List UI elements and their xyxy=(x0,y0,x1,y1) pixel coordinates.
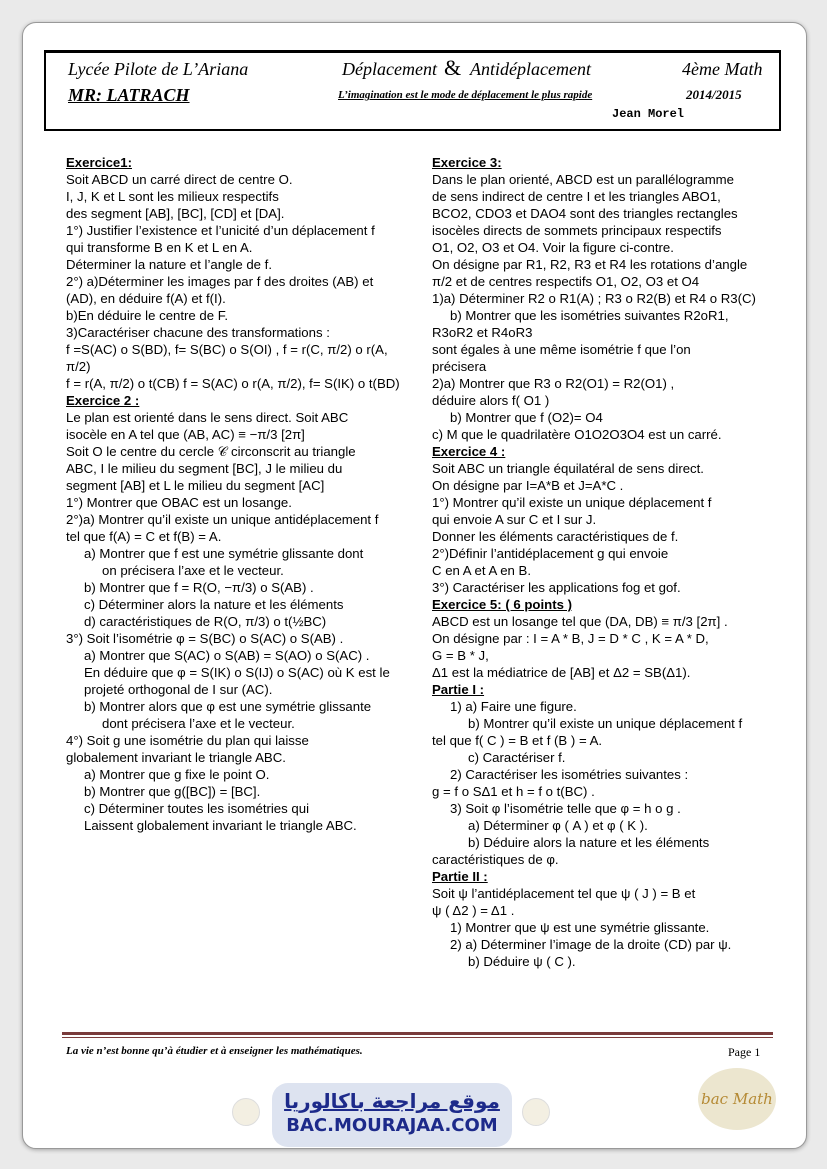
text-line: b)En déduire le centre de F. xyxy=(66,308,229,323)
text-line: Soit ABC un triangle équilatéral de sens direct. xyxy=(432,461,704,476)
text-line: π/2 et de centres respectifs O1, O2, O3 et O4 xyxy=(432,274,700,289)
text-line: (AD), en déduire f(A) et f(I). xyxy=(66,291,226,306)
text-line: tel que f( C ) = B et f (B ) = A. xyxy=(432,733,603,748)
text-line: O1, O2, O3 et O4. Voir la figure ci-contre. xyxy=(432,240,674,255)
text-line: 1)a) Déterminer R2 o R1(A) ; R3 o R2(B) et R4 o R3(C) xyxy=(432,291,756,306)
exercise-heading: Exercice 2 : xyxy=(66,393,140,408)
text-line: qui envoie A sur C et I sur J. xyxy=(432,512,597,527)
text-line: 2°)Définir l’antidéplacement g qui envoie xyxy=(432,546,669,561)
text-line: c) Caractériser f. xyxy=(468,750,566,765)
text-line: 2) Caractériser les isométries suivantes : xyxy=(450,767,689,782)
text-line: 1) Montrer que ψ est une symétrie glissante. xyxy=(450,920,710,935)
footer-quote: La vie n’est bonne qu’à étudier et à enseigner les mathématiques. xyxy=(66,1045,363,1057)
text-line: b) Montrer que f (O2)= O4 xyxy=(450,410,603,425)
left-column xyxy=(66,154,414,834)
text-line: 2°) a)Déterminer les images par f des droites (AB) et xyxy=(66,274,374,289)
text-line: b) Montrer que f = R(O, −π/3) o S(AB) . xyxy=(84,580,314,595)
site-logo-left-icon xyxy=(232,1098,260,1126)
title-ampersand: & xyxy=(444,55,462,80)
text-line: ABC, I le milieu du segment [BC], J le milieu du xyxy=(66,461,343,476)
text-line: Soit ψ l’antidéplacement tel que ψ ( J ) = B et xyxy=(432,886,696,901)
exercise-heading: Exercice1: xyxy=(66,155,132,170)
text-line: a) Montrer que S(AC) o S(AB) = S(AO) o S(AC) . xyxy=(84,648,370,663)
exercise-heading: Exercice 4 : xyxy=(432,444,506,459)
text-line: f = r(A, π/2) o t(CB) f = S(AC) o r(A, π/2), f= S(IK) o t(BD) xyxy=(66,376,400,391)
text-line: ABCD est un losange tel que (DA, DB) ≡ π/3 [2π] . xyxy=(432,614,728,629)
footer-rule-thin xyxy=(62,1037,773,1038)
text-line: globalement invariant le triangle ABC. xyxy=(66,750,286,765)
text-line: 1°) Montrer que OBAC est un losange. xyxy=(66,495,292,510)
text-line: Soit O le centre du cercle 𝒞 circonscrit au triangle xyxy=(66,444,356,459)
text-line: qui transforme B en K et L en A. xyxy=(66,240,253,255)
text-line: R3oR2 et R4oR3 xyxy=(432,325,533,340)
right-column xyxy=(432,154,770,970)
text-line: projeté orthogonal de I sur (AC). xyxy=(84,682,273,697)
text-line: d) caractéristiques de R(O, π/3) o t(½BC) xyxy=(84,614,327,629)
site-logo-right-icon xyxy=(522,1098,550,1126)
banner-site-url[interactable]: BAC.MOURAJAA.COM xyxy=(286,1115,498,1136)
text-line: G = B * J, xyxy=(432,648,489,663)
exercise-heading: Partie I : xyxy=(432,682,485,697)
text-line: b) Montrer alors que φ est une symétrie glissante xyxy=(84,699,372,714)
text-line: b) Montrer que les isométries suivantes R2oR1, xyxy=(450,308,729,323)
text-line: ψ ( Δ2 ) = Δ1 . xyxy=(432,903,515,918)
text-line: déduire alors f( O1 ) xyxy=(432,393,550,408)
text-line: a) Déterminer φ ( A ) et φ ( K ). xyxy=(468,818,648,833)
text-line: g = f o SΔ1 et h = f o t(BC) . xyxy=(432,784,595,799)
exercise-heading: Exercice 3: xyxy=(432,155,502,170)
header-quote: L’imagination est le mode de déplacement le plus rapide xyxy=(338,89,593,101)
text-line: 3°) Caractériser les applications fog et gof. xyxy=(432,580,681,595)
text-line: on précisera l’axe et le vecteur. xyxy=(102,563,284,578)
text-line: 3°) Soit l’isométrie φ = S(BC) o S(AC) o S(AB) . xyxy=(66,631,344,646)
text-line: I, J, K et L sont les milieux respectifs xyxy=(66,189,279,204)
site-banner[interactable] xyxy=(272,1083,512,1147)
text-line: 2) a) Déterminer l’image de la droite (CD) par ψ. xyxy=(450,937,732,952)
text-line: 2°)a) Montrer qu’il existe un unique antidéplacement f xyxy=(66,512,379,527)
school-year: 2014/2015 xyxy=(686,87,742,102)
text-line: Le plan est orienté dans le sens direct. Soit ABC xyxy=(66,410,349,425)
text-line: Dans le plan orienté, ABCD est un parallélogramme xyxy=(432,172,735,187)
text-line: b) Déduire alors la nature et les éléments xyxy=(468,835,710,850)
text-line: c) M que le quadrilatère O1O2O3O4 est un carré. xyxy=(432,427,722,442)
text-line: sont égales à une même isométrie f que l’on xyxy=(432,342,691,357)
text-line: 3) Soit φ l’isométrie telle que φ = h o g . xyxy=(450,801,681,816)
text-line: On désigne par R1, R2, R3 et R4 les rotations d’angle xyxy=(432,257,748,272)
text-line: dont précisera l’axe et le vecteur. xyxy=(102,716,295,731)
page-number: Page 1 xyxy=(728,1045,761,1059)
text-line: Déterminer la nature et l’angle de f. xyxy=(66,257,272,272)
text-line: 1) a) Faire une figure. xyxy=(450,699,577,714)
school-name: Lycée Pilote de L’Ariana xyxy=(68,59,249,79)
text-line: b) Montrer que g([BC]) = [BC]. xyxy=(84,784,261,799)
text-line: 1°) Justifier l’existence et l’unicité d’un déplacement f xyxy=(66,223,375,238)
document-header xyxy=(44,50,781,131)
text-line: b) Déduire ψ ( C ). xyxy=(468,954,576,969)
text-line: a) Montrer que g fixe le point O. xyxy=(84,767,270,782)
exercise-heading: Partie II : xyxy=(432,869,488,884)
banner-arabic-title: موقع مراجعة باكالوريا xyxy=(284,1089,500,1113)
text-line: c) Déterminer toutes les isométries qui xyxy=(84,801,309,816)
text-line: BCO2, CDO3 et DAO4 sont des triangles rectangles xyxy=(432,206,738,221)
text-line: C en A et A en B. xyxy=(432,563,531,578)
text-line: c) Déterminer alors la nature et les éléments xyxy=(84,597,344,612)
text-line: isocèle en A tel que (AB, AC) ≡ −π/3 [2π] xyxy=(66,427,305,442)
text-line: tel que f(A) = C et f(B) = A. xyxy=(66,529,222,544)
level: 4ème Math xyxy=(682,59,763,79)
teacher-name: MR: LATRACH xyxy=(68,85,190,105)
text-line: Laissent globalement invariant le triangle ABC. xyxy=(84,818,357,833)
text-line: b) Montrer qu’il existe un unique déplacement f xyxy=(468,716,743,731)
text-line: Soit ABCD un carré direct de centre O. xyxy=(66,172,293,187)
text-line: En déduire que φ = S(IK) o S(IJ) o S(AC) où K est le xyxy=(84,665,390,680)
text-line: On désigne par I=A*B et J=A*C . xyxy=(432,478,624,493)
text-line: précisera xyxy=(432,359,487,374)
text-line: des segment [AB], [BC], [CD] et [DA]. xyxy=(66,206,285,221)
text-line: 3)Caractériser chacune des transformations : xyxy=(66,325,330,340)
text-line: 2)a) Montrer que R3 o R2(O1) = R2(O1) , xyxy=(432,376,675,391)
text-line: On désigne par : I = A * B, J = D * C , K = A * D, xyxy=(432,631,709,646)
footer-rule xyxy=(62,1032,773,1035)
text-line: 4°) Soit g une isométrie du plan qui laisse xyxy=(66,733,309,748)
text-line: de sens indirect de centre I et les triangles ABO1, xyxy=(432,189,721,204)
text-line: Δ1 est la médiatrice de [AB] et Δ2 = SB(Δ1). xyxy=(432,665,691,680)
title-left: Déplacement xyxy=(342,59,437,79)
exercise-heading: Exercice 5: ( 6 points ) xyxy=(432,597,572,612)
text-line: 1°) Montrer qu’il existe un unique déplacement f xyxy=(432,495,712,510)
bac-math-logo: bac Math xyxy=(698,1068,776,1130)
text-line: a) Montrer que f est une symétrie glissante dont xyxy=(84,546,364,561)
quote-author: Jean Morel xyxy=(612,107,685,121)
text-line: segment [AB] et L le milieu du segment [AC] xyxy=(66,478,325,493)
text-line: f =S(AC) o S(BD), f= S(BC) o S(OI) , f = r(C, π/2) o r(A, π/2) xyxy=(66,342,388,374)
text-line: caractéristiques de φ. xyxy=(432,852,559,867)
title-right: Antidéplacement xyxy=(470,59,591,79)
text-line: isocèles directs de sommets principaux respectifs xyxy=(432,223,722,238)
text-line: Donner les éléments caractéristiques de f. xyxy=(432,529,679,544)
